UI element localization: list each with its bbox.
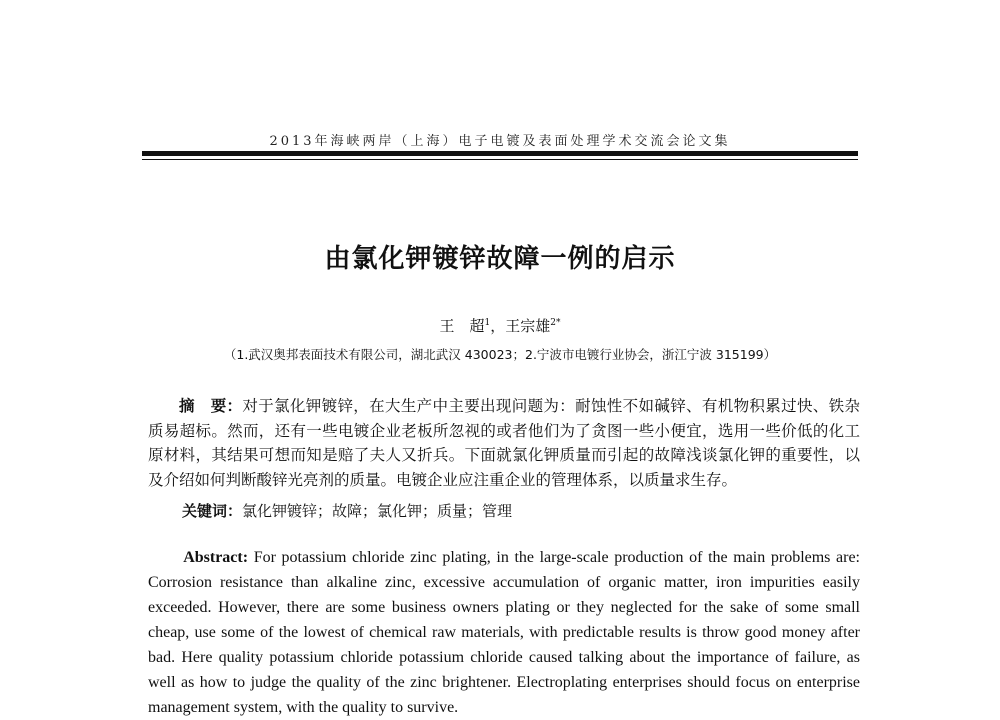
header-rule-thin <box>142 159 858 160</box>
english-abstract <box>148 545 860 720</box>
keywords <box>182 500 862 521</box>
abstract-zh-text: 对于氯化钾镀锌，在大生产中主要出现问题为：耐蚀性不如碱锌、有机物积累过快、铁杂质易超标。然而，还有一些电镀企业老板所忽视的或者他们为了贪图一些小便宜，选用一些价低的化工原材料，其结果可想而知是赔了夫人又折兵。下面就氯化钾质量而引起的故障浅谈氯化钾的重要性，以及介绍如何判断酸锌光亮剂的质量。电镀企业应注重企业的管理体系，以质量求生存。 <box>148 397 860 489</box>
keywords-text: 氯化钾镀锌；故障；氯化钾；质量；管理 <box>242 502 513 520</box>
author-separator: ， <box>490 317 506 335</box>
paper-title: 由氯化钾镀锌故障一例的启示 <box>324 244 676 274</box>
running-header: 2013年海峡两岸（上海）电子电镀及表面处理学术交流会论文集 <box>269 134 731 149</box>
abstract-en-label: Abstract: <box>183 549 249 566</box>
author-2: 王宗雄 <box>505 317 551 335</box>
abstract-en-text: For potassium chloride zinc plating, in the large-scale production of the main problems are: Corrosion resistance than alkaline zinc, excessive accumulation of organic matter, iron impurities easily exceeded. However, there are some business owners plating or they neglected for the sake of some small cheap, use some of the lowest of chemical raw materials, with predictable results is throw good money after bad. Here quality potassium chloride potassium chloride caused talking about the importance of failure, as well as how to judge the quality of the zinc brightener. Electroplating enterprises should focus on enterprise management system, with the quality to survive. <box>148 549 861 716</box>
author-1: 王 超 <box>439 317 485 335</box>
author-2-affil: 2* <box>550 318 561 328</box>
keywords-label: 关键词： <box>182 502 243 520</box>
author-1-affil: 1 <box>484 318 491 328</box>
abstract-zh-label: 摘 要： <box>179 396 243 415</box>
header-rule-thick <box>142 151 858 156</box>
chinese-abstract <box>148 394 860 492</box>
affiliation: （1.武汉奥邦表面技术有限公司，湖北武汉 430023；2.宁波市电镀行业协会，浙江宁波 315199） <box>223 347 777 362</box>
author-line <box>150 315 850 336</box>
